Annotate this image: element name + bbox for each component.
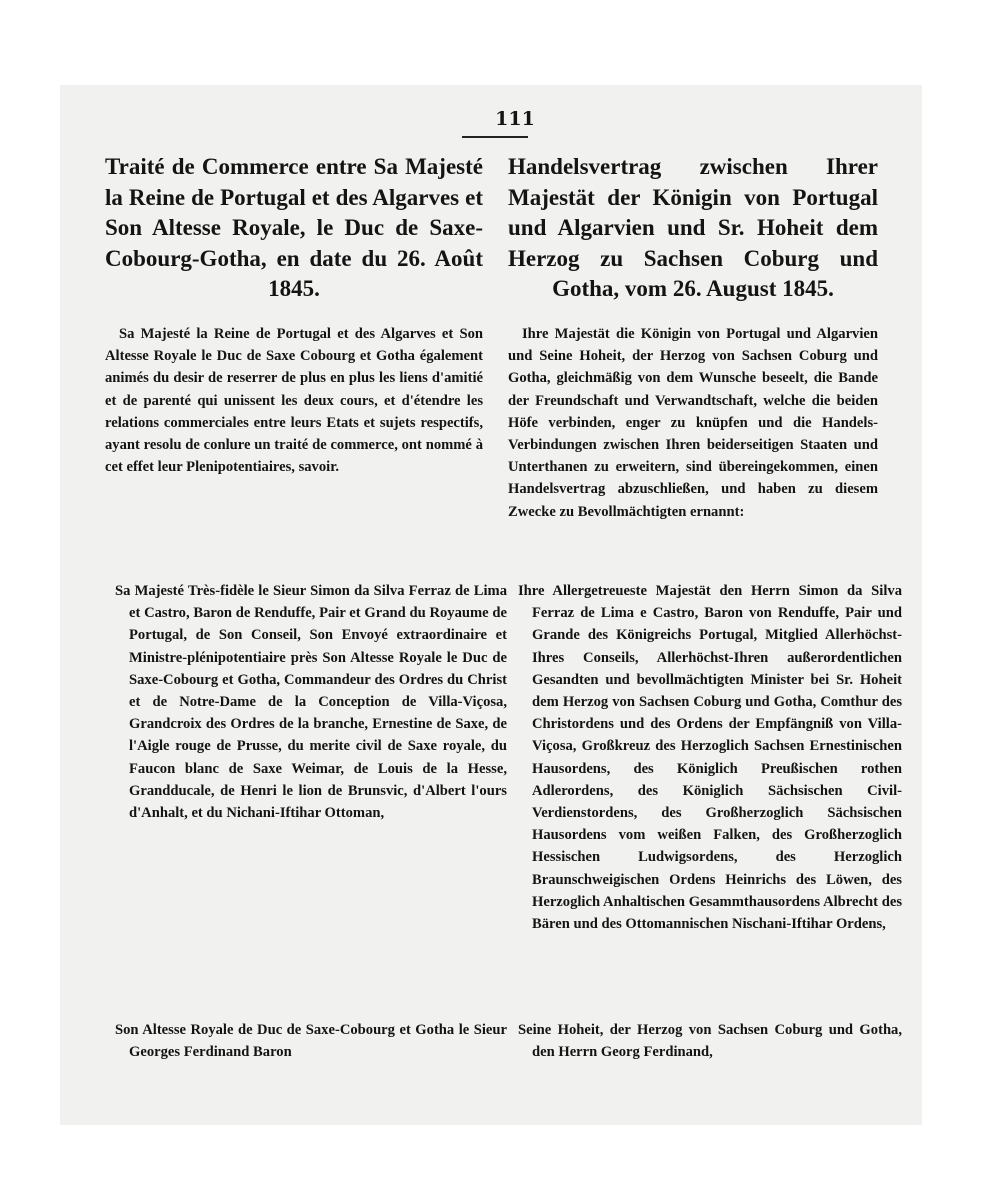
french-plenipotentiary-portugal: Sa Majesté Très-fidèle le Sieur Simon da Silva Ferraz de Lima et Castro, Baron de Renduffe, Pair et Grand du Royaume de Portugal, de Son Conseil, Son Envoyé extraordinaire et Ministre-plénipotentiaire près Son Altesse Royale le Duc de Saxe-Cobourg et Gotha, Commandeur des Ordres du Christ et de Notre-Dame de la Conception de Villa-Viçosa, Grandcroix des Ordres de la branche, Ernestine de Saxe, de l'Aigle rouge de Prusse, du merite civil de Saxe royale, du Faucon blanc de Saxe Weimar, de Louis de la Hesse, Grandducale, de Henri le lion de Brunsvic, d'Albert l'ours d'Anhalt, et du Nichani-Iftihar Ottoman, [115, 583, 507, 822]
german-preamble: Ihre Majestät die Königin von Portugal und Algarvien und Seine Hoheit, der Herzog von Sachsen Coburg und Gotha, gleichmäßig von dem Wunsche beseelt, die Bande der Freundschaft und Verwandtschaft, welche die beiden Höfe verbinden, enger zu knüpfen und die Handels-Verbindungen zwischen Ihren beiderseitigen Staaten und Unterthanen zu erweitern, sind übereingekommen, einen Handelsvertrag abzuschließen, und haben zu diesem Zwecke zu Bevollmächtigten ernannt: [508, 326, 878, 520]
page-number: 111 [495, 108, 535, 130]
german-plenipotentiary-saxe: Seine Hoheit, der Herzog von Sachsen Coburg und Gotha, den Herrn Georg Ferdinand, [518, 1022, 902, 1061]
page-number-rule [462, 136, 528, 138]
french-title: Traité de Commerce entre Sa Majesté la Reine de Portugal et des Algarves et Son Altesse Royale, le Duc de Saxe-Cobourg-Gotha, en date du 26. Août 1845. [105, 154, 483, 301]
french-plenipotentiary-saxe: Son Altesse Royale de Duc de Saxe-Cobourg et Gotha le Sieur Georges Ferdinand Baron [115, 1022, 507, 1061]
german-plenipotentiary-portugal: Ihre Allergetreueste Majestät den Herrn Simon da Silva Ferraz de Lima e Castro, Baron von Renduffe, Pair und Grande des Königreichs Portugal, Mitglied Allerhöchst-Ihres Conseils, Allerhöchst-Ihren außerordentlichen Gesandten und bevollmächtigten Minister bei Sr. Hoheit dem Herzog von Sachsen Coburg und Gotha, Comthur des Christordens und des Ordens der Empfängniß von Villa-Viçosa, Großkreuz des Herzoglich Sachsen Ernestinischen Hausordens, des Königlich Preußischen rothen Adlerordens, des Königlich Sächsischen Civil-Verdienstordens, des Großherzoglich Sächsischen Hausordens vom weißen Falken, des Großherzoglich Hessischen Ludwigsordens, des Herzoglich Braunschweigischen Ordens Heinrichs des Löwen, des Herzoglich Anhaltischen Gesammthausordens Albrecht des Bären und des Ottomannischen Nischani-Iftihar Ordens, [518, 583, 902, 933]
french-preamble: Sa Majesté la Reine de Portugal et des Algarves et Son Altesse Royale le Duc de Saxe Cobourg et Gotha également animés du desir de reserrer de plus en plus les liens d'amitié et de parenté qui unissent les deux cours, et d'étendre les relations commerciales entre leurs Etats et sujets respectifs, ayant resolu de conlure un traité de commerce, ont nommé à cet effet leur Plenipotentiaires, savoir. [105, 326, 483, 476]
german-title: Handelsvertrag zwischen Ihrer Majestät der Königin von Portugal und Algarvien und Sr. Hoheit dem Herzog zu Sachsen Coburg und Gotha, vom 26. August 1845. [508, 154, 878, 301]
